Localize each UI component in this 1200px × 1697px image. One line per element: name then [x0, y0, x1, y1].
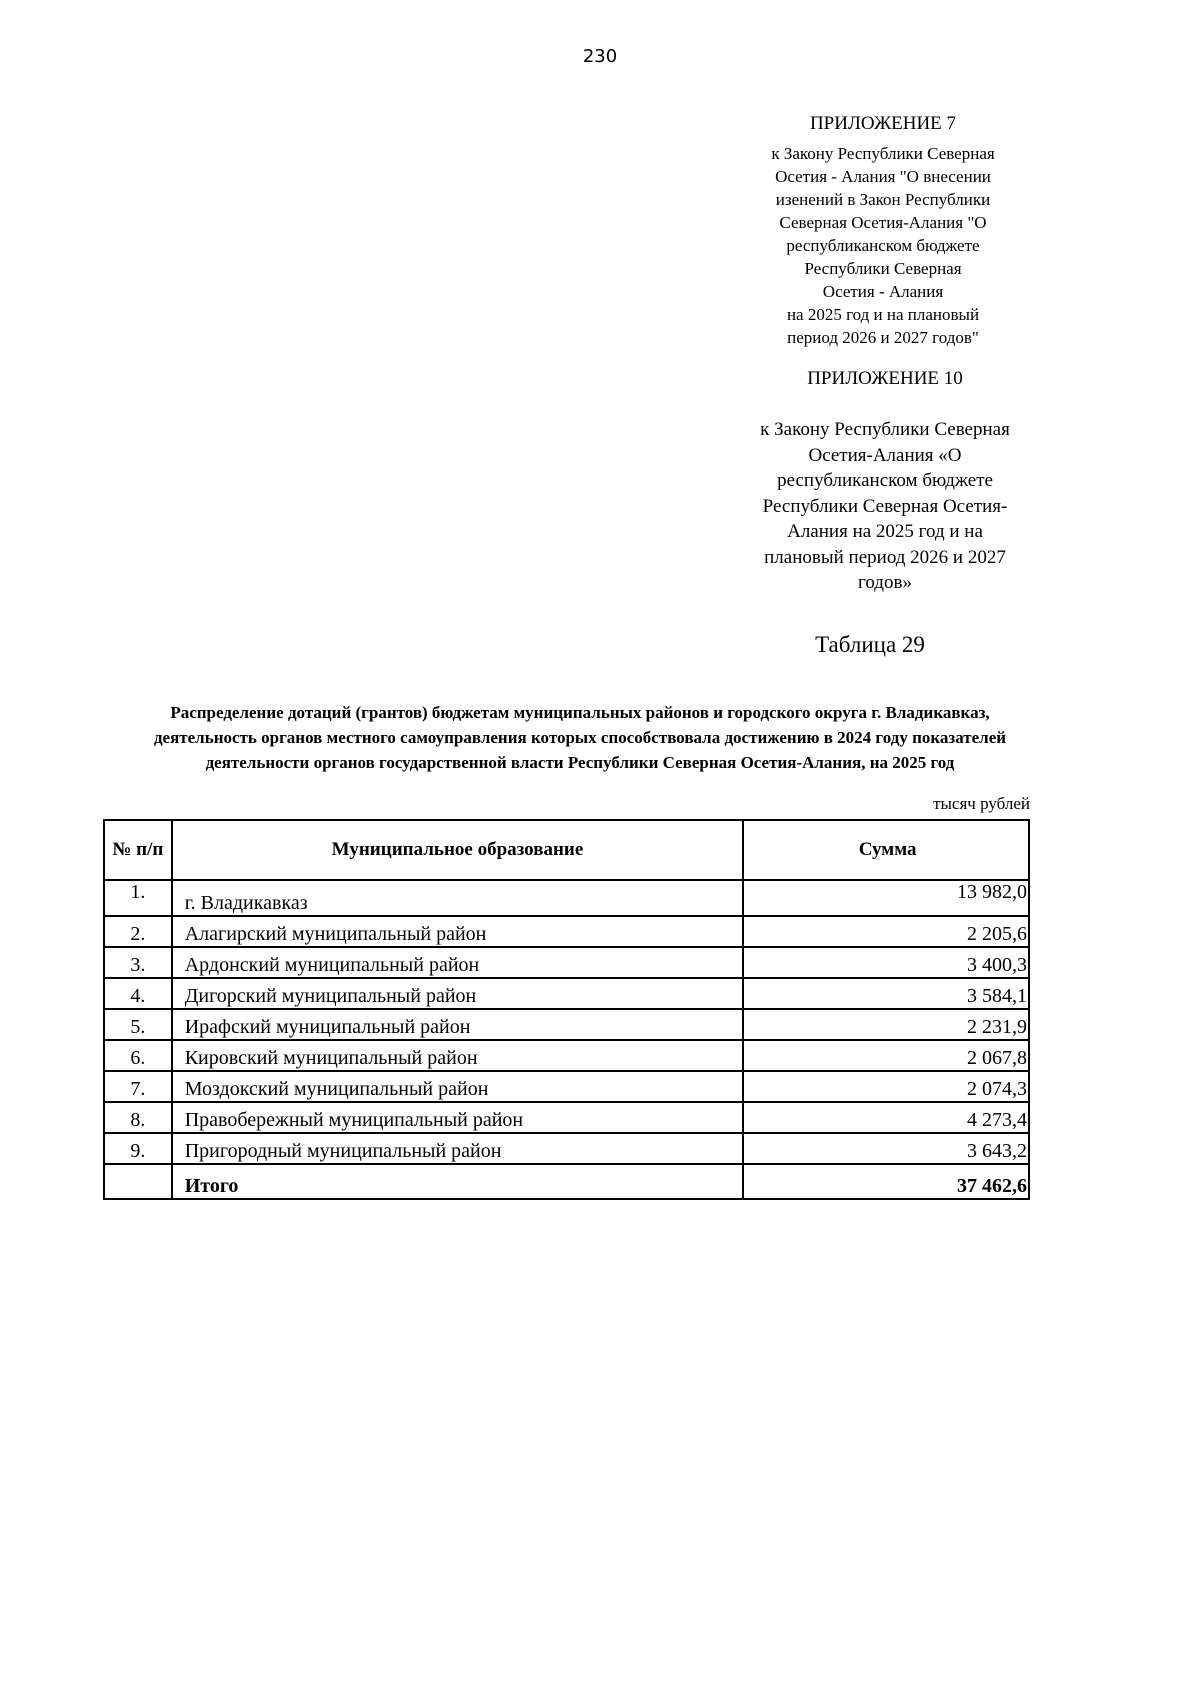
header-municipality: Муниципальное образование [172, 820, 744, 880]
table-row [104, 1133, 1029, 1164]
total-number [104, 1164, 172, 1199]
heading-line: деятельности органов государственной власти Республики Северная Осетия-Алания, на 2025 год [205, 753, 955, 772]
appendix-7-line: изенений в Закон Республики [775, 190, 991, 209]
appendix-10-line: к Закону Республики Северная [760, 419, 1010, 440]
row-sum: 2 074,3 [743, 1071, 1029, 1102]
appendix-7-title: ПРИЛОЖЕНИЕ 7 [809, 113, 957, 134]
row-municipality: Ардонский муниципальный район [172, 947, 744, 978]
header-number: № п/п [104, 820, 172, 880]
row-sum: 2 231,9 [743, 1009, 1029, 1040]
appendix-7-line: Северная Осетия-Алания "О [779, 213, 987, 232]
row-number: 9. [104, 1133, 172, 1164]
appendix-7-line: Осетия - Алания "О внесении [775, 167, 991, 186]
appendix-7-text [748, 142, 1018, 349]
table-row [104, 978, 1029, 1009]
appendix-10-line: годов» [858, 572, 912, 593]
row-municipality: Дигорский муниципальный район [172, 978, 744, 1009]
appendix-7-line: Осетия - Алания [822, 282, 944, 301]
heading-line: Распределение дотаций (грантов) бюджетам муниципальных районов и городского округа г. Владикавказ, [170, 703, 990, 722]
row-municipality: Алагирский муниципальный район [172, 916, 744, 947]
row-sum: 2 067,8 [743, 1040, 1029, 1071]
total-sum: 37 462,6 [743, 1164, 1029, 1199]
appendix-10-line: Республики Северная Осетия- [762, 495, 1008, 517]
table-header-row [104, 820, 1029, 880]
appendix-7-block [748, 112, 1018, 349]
appendix-10-line: Алания на 2025 год и на [787, 521, 983, 542]
total-label: Итого [172, 1164, 744, 1199]
appendix-10-text [745, 417, 1025, 596]
appendix-7-line: на 2025 год и на плановый [786, 305, 980, 324]
appendix-10-block [745, 367, 1025, 596]
table-label: Таблица 29 [815, 632, 925, 657]
header-sum: Сумма [743, 820, 1029, 880]
appendix-10-line: плановый период 2026 и 2027 [764, 546, 1006, 568]
appendix-7-line: к Закону Республики Северная [771, 144, 995, 163]
row-municipality: Кировский муниципальный район [172, 1040, 744, 1071]
table-row [104, 916, 1029, 947]
row-sum: 3 643,2 [743, 1133, 1029, 1164]
table-row [104, 947, 1029, 978]
appendix-10-line: Осетия-Алания «О [808, 444, 962, 466]
table-row [104, 1071, 1029, 1102]
table-row [104, 1102, 1029, 1133]
row-number: 1. [104, 880, 172, 916]
row-number: 5. [104, 1009, 172, 1040]
table-row [104, 1009, 1029, 1040]
appendix-7-line: период 2026 и 2027 годов" [787, 328, 979, 347]
row-sum: 3 400,3 [743, 947, 1029, 978]
table-heading [100, 700, 1060, 775]
row-municipality: Пригородный муниципальный район [172, 1133, 744, 1164]
row-sum: 3 584,1 [743, 978, 1029, 1009]
appendix-7-line: Республики Северная [804, 259, 962, 278]
page-number: 230 [582, 46, 618, 67]
row-number: 6. [104, 1040, 172, 1071]
appendix-10-title: ПРИЛОЖЕНИЕ 10 [807, 368, 963, 389]
row-municipality: Ирафский муниципальный район [172, 1009, 744, 1040]
units-label: тысяч рублей [933, 794, 1030, 813]
row-number: 8. [104, 1102, 172, 1133]
row-municipality: Моздокский муниципальный район [172, 1071, 744, 1102]
table-row [104, 880, 1029, 916]
table-row [104, 1040, 1029, 1071]
row-municipality: Правобережный муниципальный район [172, 1102, 744, 1133]
row-number: 4. [104, 978, 172, 1009]
row-sum: 2 205,6 [743, 916, 1029, 947]
appendix-7-line: республиканском бюджете [786, 236, 980, 255]
row-number: 2. [104, 916, 172, 947]
appendix-10-line: республиканском бюджете [777, 470, 993, 491]
row-number: 3. [104, 947, 172, 978]
grants-table [103, 819, 1030, 1200]
table-total-row [104, 1164, 1029, 1199]
row-municipality: г. Владикавказ [172, 880, 744, 916]
row-sum: 4 273,4 [743, 1102, 1029, 1133]
row-number: 7. [104, 1071, 172, 1102]
heading-line: деятельность органов местного самоуправления которых способствовала достижению в 2024 году показателей [153, 728, 1007, 747]
row-sum: 13 982,0 [743, 880, 1029, 916]
